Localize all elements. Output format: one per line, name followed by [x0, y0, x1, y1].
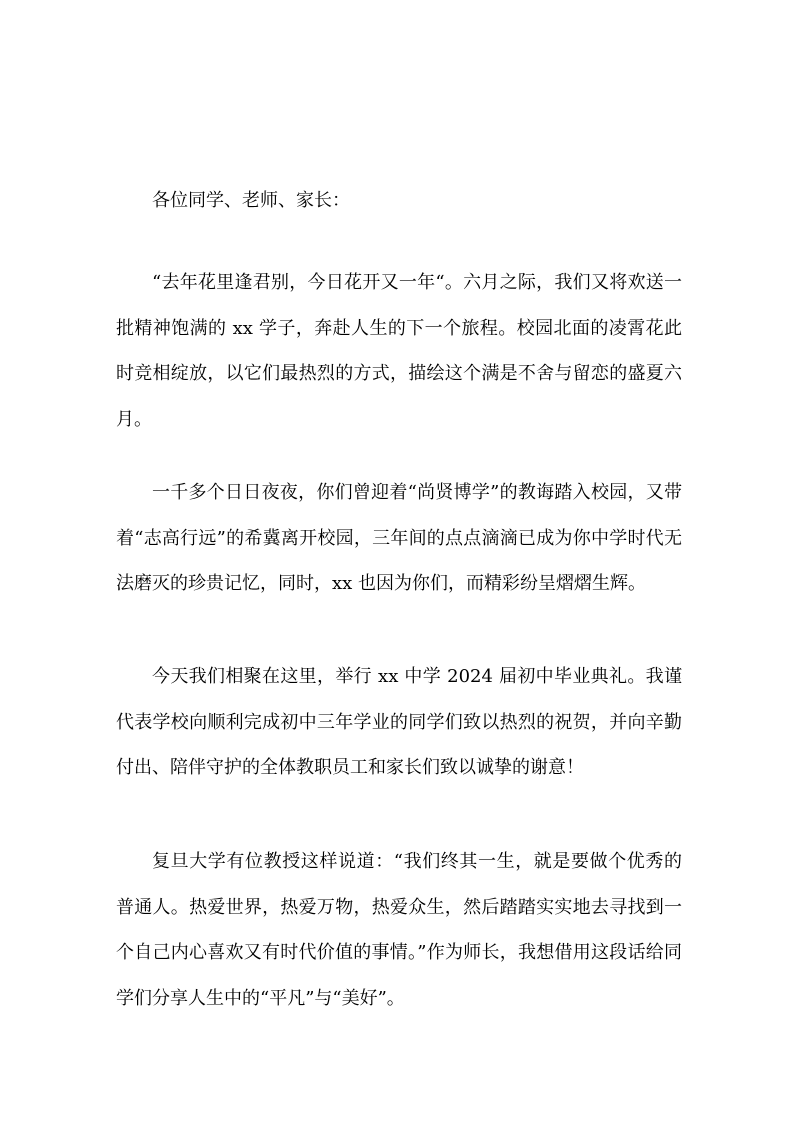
paragraph-farewell-season: “去年花里逢君别，今日花开又一年“。六月之际，我们又将欢送一批精神饱满的 xx 学子，奔赴人生的下一个旅程。校园北面的凌霄花此时竞相绽放，以它们最热烈的方式，描绘这个满是不舍与留恋的盛夏六月。 [116, 272, 682, 430]
paragraph-professor-quote: 复旦大学有位教授这样说道：“我们终其一生，就是要做个优秀的普通人。热爱世界，热爱万物，热爱众生，然后踏踏实实地去寻找到一个自己内心喜欢又有时代价值的事情。”作为师长，我想借用这段话给同学们分享人生中的“平凡”与“美好”。 [116, 851, 682, 1009]
paragraph-three-years: 一千多个日日夜夜，你们曾迎着“尚贤博学”的教诲踏入校园，又带着“志高行远”的希冀离开校园，三年间的点点滴滴已成为你中学时代无法磨灭的珍贵记忆，同时，xx 也因为你们，而精彩纷呈熠熠生辉。 [116, 482, 682, 594]
salutation: 各位同学、老师、家长： [152, 190, 350, 211]
paragraph-ceremony: 今天我们相聚在这里，举行 xx 中学 2024 届初中毕业典礼。我谨代表学校向顺利完成初中三年学业的同学们致以热烈的祝贺，并向辛勤付出、陪伴守护的全体教职员工和家长们致以诚挚的谢意！ [116, 666, 682, 778]
